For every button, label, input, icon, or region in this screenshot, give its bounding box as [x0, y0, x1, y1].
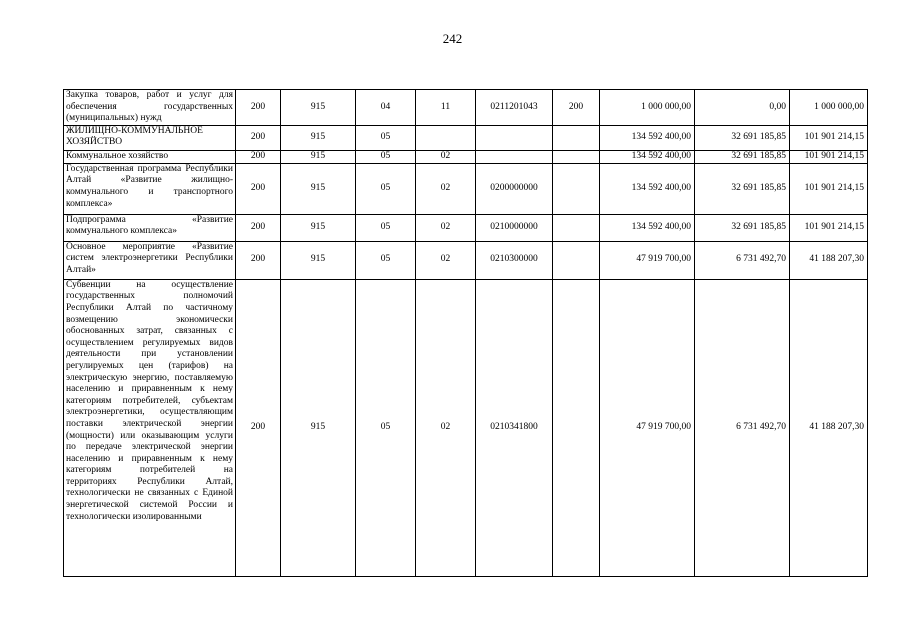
expense-type-cell — [553, 241, 600, 279]
subsection-cell: 02 — [416, 214, 476, 241]
target-cell: 0210000000 — [476, 214, 553, 241]
code-cell: 915 — [281, 90, 356, 126]
subsection-cell: 02 — [416, 150, 476, 163]
admin-cell: 200 — [236, 279, 281, 576]
subsection-cell: 11 — [416, 90, 476, 126]
code-cell: 915 — [281, 150, 356, 163]
admin-cell: 200 — [236, 163, 281, 214]
sum2-cell: 32 691 185,85 — [695, 125, 790, 150]
expense-type-cell — [553, 163, 600, 214]
target-cell — [476, 125, 553, 150]
admin-cell: 200 — [236, 90, 281, 126]
sum2-cell: 6 731 492,70 — [695, 279, 790, 576]
target-cell: 0210300000 — [476, 241, 553, 279]
expense-type-cell — [553, 279, 600, 576]
subsection-cell — [416, 125, 476, 150]
table-row — [64, 214, 868, 241]
sum2-cell: 32 691 185,85 — [695, 163, 790, 214]
row-name: Подпрограмма «Развитие коммунального комплекса» — [64, 214, 236, 241]
section-cell: 05 — [356, 279, 416, 576]
admin-cell: 200 — [236, 214, 281, 241]
row-name: Основное мероприятие «Развитие систем электроэнергетики Республики Алтай» — [64, 241, 236, 279]
admin-cell: 200 — [236, 125, 281, 150]
target-cell — [476, 150, 553, 163]
table-row — [64, 241, 868, 279]
sum2-cell: 0,00 — [695, 90, 790, 126]
code-cell: 915 — [281, 241, 356, 279]
table-row — [64, 279, 868, 576]
table-row — [64, 163, 868, 214]
sum3-cell: 1 000 000,00 — [790, 90, 868, 126]
subsection-cell: 02 — [416, 279, 476, 576]
expense-type-cell — [553, 125, 600, 150]
row-name: Государственная программа Республики Алтай «Развитие жилищно-коммунального и транспортного комплекса» — [64, 163, 236, 214]
code-cell: 915 — [281, 125, 356, 150]
sum1-cell: 134 592 400,00 — [600, 214, 695, 241]
sum1-cell: 134 592 400,00 — [600, 125, 695, 150]
sum1-cell: 1 000 000,00 — [600, 90, 695, 126]
sum3-cell: 41 188 207,30 — [790, 241, 868, 279]
table-row — [64, 150, 868, 163]
expense-type-cell — [553, 150, 600, 163]
row-name: Коммунальное хозяйство — [64, 150, 236, 163]
sum1-cell: 47 919 700,00 — [600, 241, 695, 279]
table-row — [64, 90, 868, 126]
budget-table — [63, 89, 868, 577]
sum3-cell: 41 188 207,30 — [790, 279, 868, 576]
section-cell: 05 — [356, 150, 416, 163]
sum1-cell: 47 919 700,00 — [600, 279, 695, 576]
subsection-cell: 02 — [416, 241, 476, 279]
sum1-cell: 134 592 400,00 — [600, 150, 695, 163]
target-cell: 0200000000 — [476, 163, 553, 214]
admin-cell: 200 — [236, 241, 281, 279]
sum2-cell: 6 731 492,70 — [695, 241, 790, 279]
sum2-cell: 32 691 185,85 — [695, 214, 790, 241]
row-name: ЖИЛИЩНО-КОММУНАЛЬНОЕ ХОЗЯЙСТВО — [64, 125, 236, 150]
row-name: Субвенции на осуществление государственных полномочий Республики Алтай по частичному возмещению экономически обоснованных затрат, связанных с осуществлением регулируемых видов деятельности при установлении регулируемых цен (тарифов) на электрическую энергию, поставляемую населению и приравненным к нему категориям потребителей, субъектам электроэнергетики, осуществляющим поставки электрической энергии (мощности) или оказывающим услуги по передаче электрической энергии населению и приравненным к нему категориям потребителей на территориях Республики Алтай, технологически не связанных с Единой энергетической системой России и технологически изолированными — [64, 279, 236, 576]
code-cell: 915 — [281, 279, 356, 576]
sum3-cell: 101 901 214,15 — [790, 214, 868, 241]
code-cell: 915 — [281, 214, 356, 241]
section-cell: 05 — [356, 214, 416, 241]
section-cell: 04 — [356, 90, 416, 126]
target-cell: 0211201043 — [476, 90, 553, 126]
admin-cell: 200 — [236, 150, 281, 163]
sum3-cell: 101 901 214,15 — [790, 150, 868, 163]
sum3-cell: 101 901 214,15 — [790, 163, 868, 214]
subsection-cell: 02 — [416, 163, 476, 214]
section-cell: 05 — [356, 125, 416, 150]
sum2-cell: 32 691 185,85 — [695, 150, 790, 163]
sum1-cell: 134 592 400,00 — [600, 163, 695, 214]
section-cell: 05 — [356, 241, 416, 279]
expense-type-cell — [553, 214, 600, 241]
code-cell: 915 — [281, 163, 356, 214]
table-row — [64, 125, 868, 150]
section-cell: 05 — [356, 163, 416, 214]
row-name: Закупка товаров, работ и услуг для обеспечения государственных (муниципальных) нужд — [64, 90, 236, 126]
target-cell: 0210341800 — [476, 279, 553, 576]
sum3-cell: 101 901 214,15 — [790, 125, 868, 150]
page-number: 242 — [442, 31, 463, 46]
expense-type-cell: 200 — [553, 90, 600, 126]
